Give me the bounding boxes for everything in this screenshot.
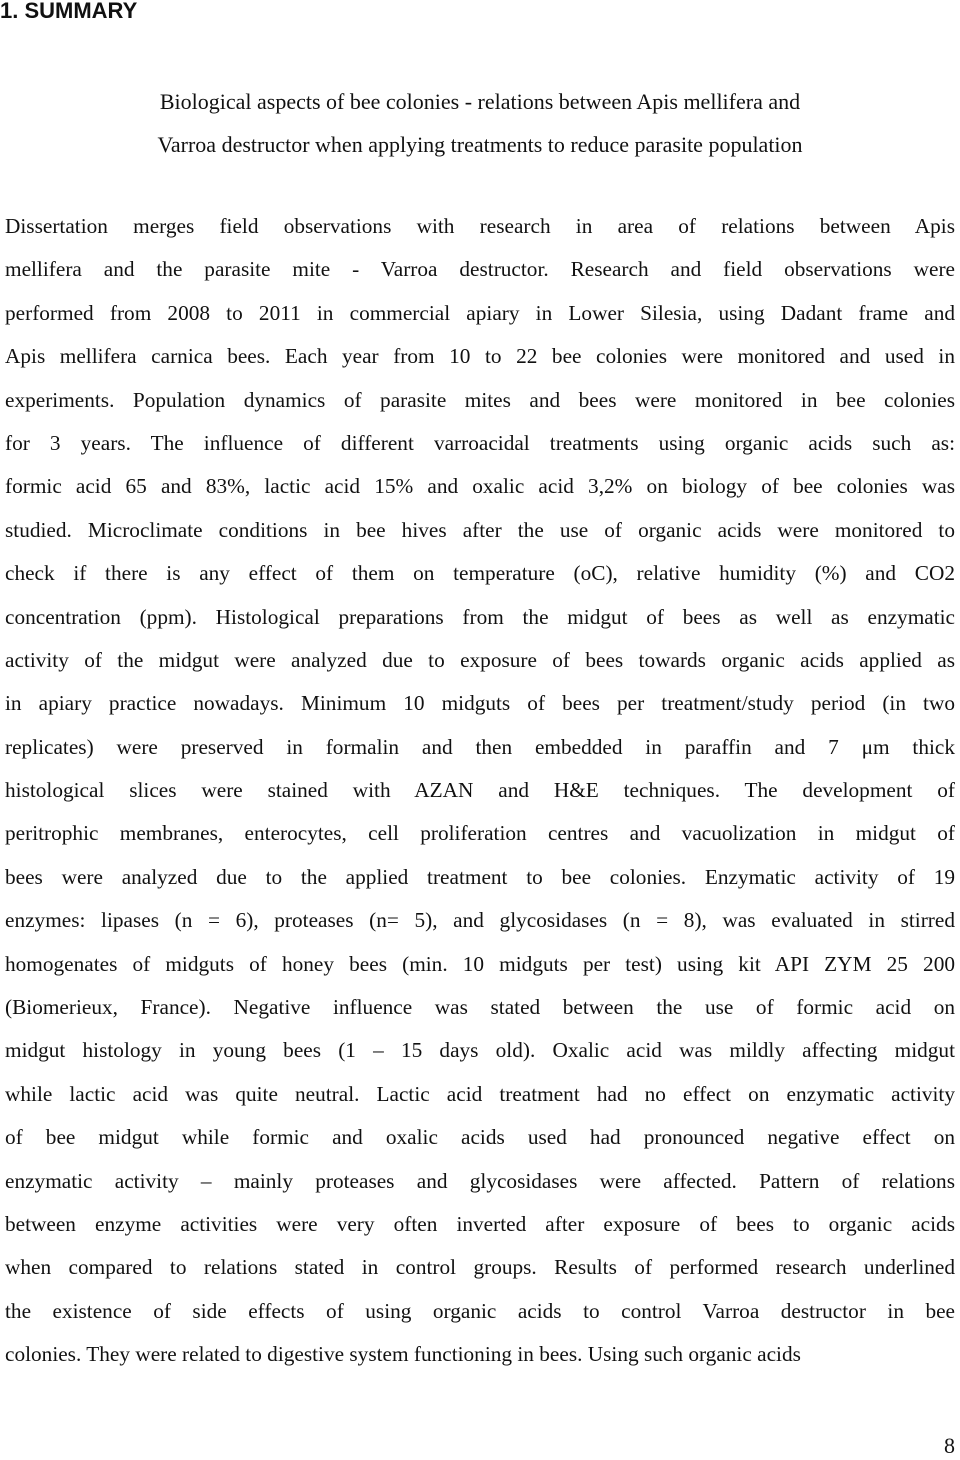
- paragraph-line: midgut histology in young bees (1 – 15 days old). Oxalic acid was mildly affecting midgut: [5, 1038, 955, 1063]
- paragraph-line: (Biomerieux, France). Negative influence was stated between the use of formic acid on: [5, 995, 955, 1020]
- paragraph-line: of bee midgut while formic and oxalic acids used had pronounced negative effect on: [5, 1125, 955, 1150]
- paragraph-line: replicates) were preserved in formalin and then embedded in paraffin and 7 μm thick: [5, 734, 955, 759]
- paragraph-line: Dissertation merges field observations with research in area of relations between Apis: [5, 214, 955, 238]
- paragraph-line: histological slices were stained with AZAN and H&E techniques. The development of: [5, 778, 955, 803]
- paragraph-line: formic acid 65 and 83%, lactic acid 15% and oxalic acid 3,2% on biology of bee colonies was: [5, 474, 955, 499]
- dissertation-title: [0, 80, 960, 166]
- section-heading: 1. SUMMARY: [0, 0, 138, 23]
- paragraph-line: for 3 years. The influence of different varroacidal treatments using organic acids such as:: [5, 430, 955, 455]
- paragraph-line: colonies. They were related to digestive system functioning in bees. Using such organic acids: [5, 1342, 801, 1367]
- title-line: Biological aspects of bee colonies - relations between Apis mellifera and: [159, 89, 801, 114]
- paragraph-line: activity of the midgut were analyzed due to exposure of bees towards organic acids applied as: [5, 647, 955, 672]
- paragraph-line: mellifera and the parasite mite - Varroa destructor. Research and field observations were: [5, 257, 955, 282]
- summary-paragraph: [5, 205, 955, 1377]
- page-number: 8: [944, 1433, 955, 1458]
- paragraph-line: while lactic acid was quite neutral. Lactic acid treatment had no effect on enzymatic activity: [5, 1081, 955, 1106]
- paragraph-line: enzymes: lipases (n = 6), proteases (n= 5), and glycosidases (n = 8), was evaluated in stirred: [5, 908, 955, 933]
- title-line: Varroa destructor when applying treatments to reduce parasite population: [157, 132, 803, 157]
- paragraph-line: in apiary practice nowadays. Minimum 10 midguts of bees per treatment/study period (in two: [5, 691, 955, 716]
- paragraph-line: between enzyme activities were very often inverted after exposure of bees to organic acids: [5, 1211, 955, 1236]
- paragraph-line: concentration (ppm). Histological preparations from the midgut of bees as well as enzymatic: [5, 604, 955, 629]
- paragraph-line: homogenates of midguts of honey bees (min. 10 midguts per test) using kit API ZYM 25 200: [5, 951, 955, 976]
- paragraph-line: check if there is any effect of them on temperature (oC), relative humidity (%) and CO2: [5, 561, 955, 586]
- paragraph-line: studied. Microclimate conditions in bee hives after the use of organic acids were monitored to: [5, 517, 955, 542]
- paragraph-line: the existence of side effects of using organic acids to control Varroa destructor in bee: [5, 1298, 955, 1323]
- paragraph-line: Apis mellifera carnica bees. Each year from 10 to 22 bee colonies were monitored and used in: [5, 344, 955, 369]
- paragraph-line: enzymatic activity – mainly proteases and glycosidases were affected. Pattern of relations: [5, 1168, 955, 1193]
- paragraph-line: experiments. Population dynamics of parasite mites and bees were monitored in bee colonies: [5, 387, 955, 412]
- paragraph-line: when compared to relations stated in control groups. Results of performed research underlined: [5, 1255, 955, 1280]
- paragraph-line: performed from 2008 to 2011 in commercial apiary in Lower Silesia, using Dadant frame and: [5, 300, 955, 325]
- paragraph-line: peritrophic membranes, enterocytes, cell proliferation centres and vacuolization in midgut of: [5, 821, 955, 846]
- paragraph-line: bees were analyzed due to the applied treatment to bee colonies. Enzymatic activity of 19: [5, 864, 955, 889]
